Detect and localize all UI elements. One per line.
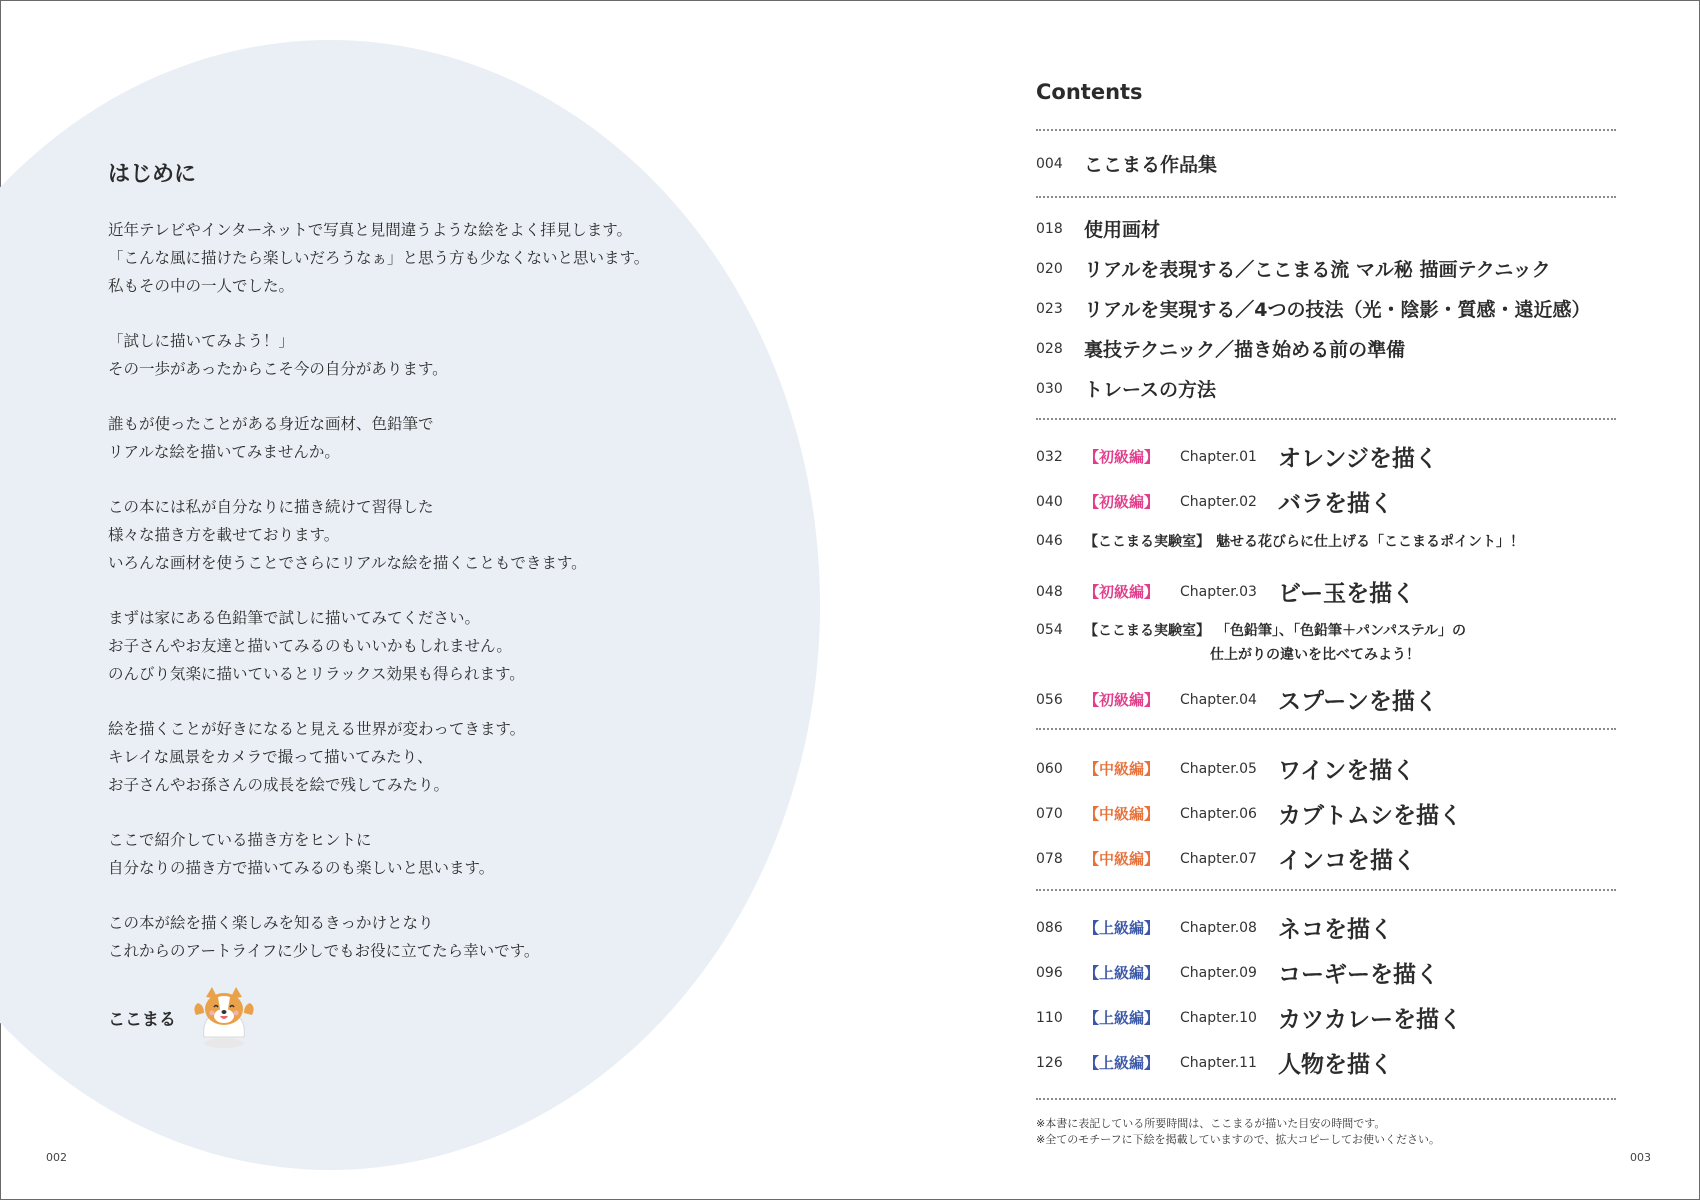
intro-line: お子さんやお孫さんの成長を絵で残してみたり。 — [108, 776, 450, 794]
divider — [1036, 728, 1616, 730]
toc-title: コーギーを描く — [1278, 962, 1439, 988]
chapter-number: Chapter.01 — [1180, 448, 1257, 465]
toc-chapter-entry[interactable] — [1036, 797, 1462, 830]
toc-page: 096 — [1036, 964, 1063, 981]
toc-chapter-entry[interactable] — [1036, 440, 1438, 473]
toc-page: 028 — [1036, 340, 1063, 357]
toc-page: 004 — [1036, 155, 1063, 172]
intro-line: 様々な描き方を載せております。 — [108, 526, 340, 544]
intro-line: リアルな絵を描いてみませんか。 — [108, 443, 340, 461]
divider — [1036, 1098, 1616, 1100]
toc-page: 110 — [1036, 1009, 1063, 1026]
toc-page: 078 — [1036, 850, 1063, 867]
intro-paragraph — [108, 410, 788, 466]
toc-title: ネコを描く — [1278, 917, 1393, 943]
toc-page: 048 — [1036, 583, 1063, 600]
toc-entry[interactable] — [1036, 150, 1217, 177]
level-badge: 【上級編】 — [1084, 964, 1160, 982]
toc-entry[interactable] — [1036, 295, 1590, 322]
toc-title: リアルを実現する／4つの技法（光・陰影・質感・遠近感） — [1084, 299, 1591, 321]
level-badge: 【初級編】 — [1084, 448, 1160, 466]
toc-title: カツカレーを描く — [1278, 1007, 1462, 1033]
intro-line: この本には私が自分なりに描き続けて習得した — [108, 498, 434, 516]
intro-title: はじめに — [108, 162, 197, 187]
level-badge: 【中級編】 — [1084, 850, 1160, 868]
chapter-number: Chapter.10 — [1180, 1009, 1257, 1026]
toc-page: 030 — [1036, 380, 1063, 397]
toc-chapter-entry[interactable] — [1036, 842, 1416, 875]
toc-page: 086 — [1036, 919, 1063, 936]
toc-page: 070 — [1036, 805, 1063, 822]
chapter-number: Chapter.02 — [1180, 493, 1257, 510]
level-badge: 【中級編】 — [1084, 760, 1160, 778]
level-badge: 【上級編】 — [1084, 1009, 1160, 1027]
toc-lab-entry[interactable] — [1036, 620, 1466, 640]
intro-line: 「試しに描いてみよう！」 — [108, 332, 295, 350]
intro-line: 「こんな風に描けたら楽しいだろうなぁ」と思う方も少なくないと思います。 — [108, 249, 650, 267]
toc-title: インコを描く — [1278, 848, 1416, 874]
contents-title: Contents — [1036, 80, 1143, 104]
intro-line: その一歩があったからこそ今の自分があります。 — [108, 360, 448, 378]
intro-line: キレイな風景をカメラで撮って描いてみたり、 — [108, 748, 433, 766]
toc-chapter-entry[interactable] — [1036, 683, 1438, 716]
intro-paragraph — [108, 715, 788, 799]
intro-paragraph — [108, 216, 788, 300]
chapter-number: Chapter.05 — [1180, 760, 1257, 777]
toc-title: 使用画材 — [1084, 219, 1161, 241]
chapter-number: Chapter.04 — [1180, 691, 1257, 708]
footnote: ※全てのモチーフに下絵を掲載していますので、拡大コピーしてお使いください。 — [1036, 1133, 1441, 1146]
level-badge: 【中級編】 — [1084, 805, 1160, 823]
intro-line: 絵を描くことが好きになると見える世界が変わってきます。 — [108, 720, 526, 738]
toc-title: トレースの方法 — [1084, 379, 1217, 401]
corgi-icon — [190, 985, 258, 1049]
footnotes — [1036, 1116, 1440, 1148]
intro-line: この本が絵を描く楽しみを知るきっかけとなり — [108, 914, 434, 932]
toc-title: バラを描く — [1278, 491, 1393, 517]
chapter-number: Chapter.11 — [1180, 1054, 1257, 1071]
intro-line: ここで紹介している描き方をヒントに — [108, 831, 372, 849]
intro-line: 誰もが使ったことがある身近な画材、色鉛筆で — [108, 415, 434, 433]
chapter-number: Chapter.08 — [1180, 919, 1257, 936]
footnote: ※本書に表記している所要時間は、ここまるが描いた目安の時間です。 — [1036, 1117, 1386, 1130]
toc-title: 魅せる花びらに仕上げる「ここまるポイント」！ — [1216, 534, 1524, 550]
toc-title: ビー玉を描く — [1278, 581, 1416, 607]
toc-title: オレンジを描く — [1278, 446, 1438, 472]
intro-line: 私もその中の一人でした。 — [108, 277, 295, 295]
level-badge: 【初級編】 — [1084, 691, 1160, 709]
toc-page: 020 — [1036, 260, 1063, 277]
intro-paragraph — [108, 909, 788, 965]
lab-label: 【ここまる実験室】 — [1084, 534, 1210, 550]
toc-chapter-entry[interactable] — [1036, 1001, 1462, 1034]
toc-title: 人物を描く — [1278, 1052, 1393, 1078]
intro-paragraph — [108, 826, 788, 882]
page-number-right: 003 — [1630, 1151, 1651, 1164]
toc-page: 040 — [1036, 493, 1063, 510]
lab-label: 【ここまる実験室】 — [1084, 623, 1210, 639]
intro-paragraph — [108, 604, 788, 688]
intro-line: のんびり気楽に描いているとリラックス効果も得られます。 — [108, 665, 525, 683]
intro-line: いろんな画材を使うことでさらにリアルな絵を描くこともできます。 — [108, 554, 587, 572]
intro-body — [108, 216, 788, 992]
toc-title: ワインを描く — [1278, 758, 1416, 784]
toc-page: 126 — [1036, 1054, 1063, 1071]
toc-entry[interactable] — [1036, 375, 1216, 402]
chapter-number: Chapter.06 — [1180, 805, 1257, 822]
toc-title: 裏技テクニック／描き始める前の準備 — [1084, 339, 1406, 361]
intro-line: 自分なりの描き方で描いてみるのも楽しいと思います。 — [108, 859, 495, 877]
chapter-number: Chapter.09 — [1180, 964, 1257, 981]
divider — [1036, 129, 1616, 131]
signature — [108, 985, 258, 1049]
toc-chapter-entry[interactable] — [1036, 1046, 1393, 1079]
toc-title: カブトムシを描く — [1278, 803, 1462, 829]
toc-page: 046 — [1036, 533, 1063, 549]
toc-page: 032 — [1036, 448, 1063, 465]
toc-title: スプーンを描く — [1278, 689, 1438, 715]
intro-paragraph — [108, 493, 788, 577]
toc-chapter-entry[interactable] — [1036, 752, 1415, 785]
intro-line: まずは家にある色鉛筆で試しに描いてみてください。 — [108, 609, 481, 627]
level-badge: 【上級編】 — [1084, 919, 1160, 937]
level-badge: 【初級編】 — [1084, 493, 1160, 511]
toc-entry[interactable] — [1036, 215, 1160, 242]
page-number-left: 002 — [46, 1151, 67, 1164]
divider — [1036, 196, 1616, 198]
toc-page: 054 — [1036, 622, 1063, 638]
chapter-number: Chapter.07 — [1180, 850, 1257, 867]
toc-title: リアルを表現する／ここまる流 マル秘 描画テクニック — [1084, 259, 1551, 281]
divider — [1036, 889, 1616, 891]
toc-page: 018 — [1036, 220, 1063, 237]
toc-title: ここまる作品集 — [1084, 154, 1218, 176]
toc-page: 060 — [1036, 760, 1063, 777]
toc-page: 056 — [1036, 691, 1063, 708]
toc-chapter-entry[interactable] — [1036, 911, 1393, 944]
toc-chapter-entry[interactable] — [1036, 575, 1415, 608]
level-badge: 【上級編】 — [1084, 1054, 1160, 1072]
signature-name: ここまる — [108, 1009, 176, 1030]
toc-entry[interactable] — [1036, 255, 1551, 282]
intro-line: これからのアートライフに少しでもお役に立てたら幸いです。 — [108, 942, 540, 960]
toc-chapter-entry[interactable] — [1036, 485, 1393, 518]
toc-title-line1: 「色鉛筆」、「色鉛筆＋パンパステル」の — [1216, 623, 1467, 639]
chapter-number: Chapter.03 — [1180, 583, 1257, 600]
toc-chapter-entry[interactable] — [1036, 956, 1439, 989]
intro-line: お子さんやお友達と描いてみるのもいいかもしれません。 — [108, 637, 512, 655]
toc-lab-entry[interactable] — [1036, 531, 1524, 551]
divider — [1036, 418, 1616, 420]
toc-title-line2: 仕上がりの違いを比べてみよう！ — [1210, 647, 1420, 663]
toc-page: 023 — [1036, 300, 1063, 317]
intro-line: 近年テレビやインターネットで写真と見間違うような絵をよく拝見します。 — [108, 221, 633, 239]
level-badge: 【初級編】 — [1084, 583, 1160, 601]
intro-paragraph — [108, 327, 788, 383]
toc-entry[interactable] — [1036, 335, 1405, 362]
